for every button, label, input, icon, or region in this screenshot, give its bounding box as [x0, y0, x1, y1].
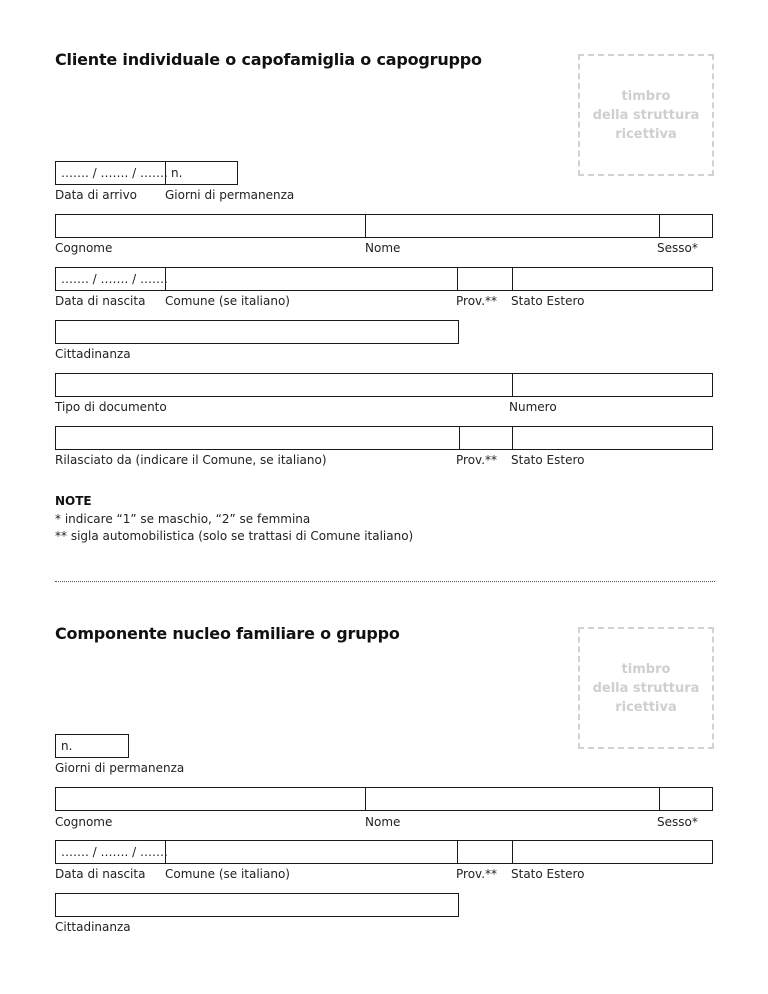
foreign-state-label: Stato Estero: [511, 294, 585, 308]
dotted-divider: [55, 581, 715, 582]
birth-date-placeholder: ……. / ……. / …….: [61, 845, 168, 859]
birth-date-field[interactable]: [56, 268, 168, 290]
stay-days-prefix: n.: [171, 166, 183, 180]
doc-type-field[interactable]: [56, 374, 512, 396]
doc-type-label: Tipo di documento: [55, 400, 167, 414]
stay-days-field[interactable]: [165, 162, 237, 184]
foreign-state-field[interactable]: [512, 841, 712, 863]
arrival-date-field[interactable]: [56, 162, 168, 184]
issued-province-field[interactable]: [459, 427, 512, 449]
stay-days-prefix: n.: [61, 739, 73, 753]
stay-days-field[interactable]: [55, 734, 129, 758]
doc-number-label: Numero: [509, 400, 557, 414]
document-row: [55, 373, 713, 397]
stamp-text-line: della struttura: [592, 680, 700, 696]
surname-label: Cognome: [55, 241, 113, 255]
name-row: [55, 787, 713, 811]
municipality-field[interactable]: [165, 268, 457, 290]
stamp-text-line: ricettiva: [615, 126, 677, 142]
note-item: * indicare “1” se maschio, “2” se femmina: [55, 512, 311, 526]
stamp-text-line: della struttura: [592, 107, 700, 123]
name-label: Nome: [365, 241, 401, 255]
issued-row: [55, 426, 713, 450]
issued-state-field[interactable]: [512, 427, 712, 449]
citizenship-field[interactable]: [55, 893, 459, 917]
sex-field[interactable]: [659, 215, 712, 237]
section2-title: Componente nucleo familiare o gruppo: [55, 624, 400, 643]
issued-state-label: Stato Estero: [511, 453, 585, 467]
stamp-area: [578, 627, 714, 749]
name-label: Nome: [365, 815, 401, 829]
municipality-field[interactable]: [165, 841, 457, 863]
province-label: Prov.**: [456, 867, 498, 881]
sex-field[interactable]: [659, 788, 712, 810]
stamp-area: [578, 54, 714, 176]
birth-row: [55, 840, 713, 864]
birth-date-field[interactable]: [56, 841, 168, 863]
birth-date-placeholder: ……. / ……. / …….: [61, 272, 168, 286]
municipality-label: Comune (se italiano): [165, 294, 290, 308]
sex-label: Sesso*: [657, 815, 698, 829]
province-field[interactable]: [457, 268, 512, 290]
birthdate-label: Data di nascita: [55, 867, 146, 881]
issued-province-label: Prov.**: [456, 453, 498, 467]
notes-heading: NOTE: [55, 494, 92, 508]
note-item: ** sigla automobilistica (solo se trattasi di Comune italiano): [55, 529, 414, 543]
surname-field[interactable]: [56, 215, 365, 237]
stamp-text-line: ricettiva: [615, 699, 677, 715]
surname-field[interactable]: [56, 788, 365, 810]
doc-number-field[interactable]: [512, 374, 712, 396]
name-row: [55, 214, 713, 238]
surname-label: Cognome: [55, 815, 113, 829]
sex-label: Sesso*: [657, 241, 698, 255]
stamp-text-line: timbro: [621, 88, 671, 104]
name-field[interactable]: [365, 215, 659, 237]
arrival-date-placeholder: ……. / ……. / …….: [61, 166, 168, 180]
arrival-label: Data di arrivo: [55, 188, 138, 202]
citizenship-label: Cittadinanza: [55, 347, 131, 361]
citizenship-field[interactable]: [55, 320, 459, 344]
arrival-stay-box: [55, 161, 238, 185]
stamp-text-line: timbro: [621, 661, 671, 677]
province-label: Prov.**: [456, 294, 498, 308]
birthdate-label: Data di nascita: [55, 294, 146, 308]
municipality-label: Comune (se italiano): [165, 867, 290, 881]
section1-title: Cliente individuale o capofamiglia o capogruppo: [55, 50, 482, 69]
citizenship-label: Cittadinanza: [55, 920, 131, 934]
birth-row: [55, 267, 713, 291]
province-field[interactable]: [457, 841, 512, 863]
issued-by-label: Rilasciato da (indicare il Comune, se italiano): [55, 453, 327, 467]
stay-label: Giorni di permanenza: [165, 188, 295, 202]
foreign-state-field[interactable]: [512, 268, 712, 290]
name-field[interactable]: [365, 788, 659, 810]
stay-label: Giorni di permanenza: [55, 761, 185, 775]
foreign-state-label: Stato Estero: [511, 867, 585, 881]
issued-by-field[interactable]: [56, 427, 459, 449]
